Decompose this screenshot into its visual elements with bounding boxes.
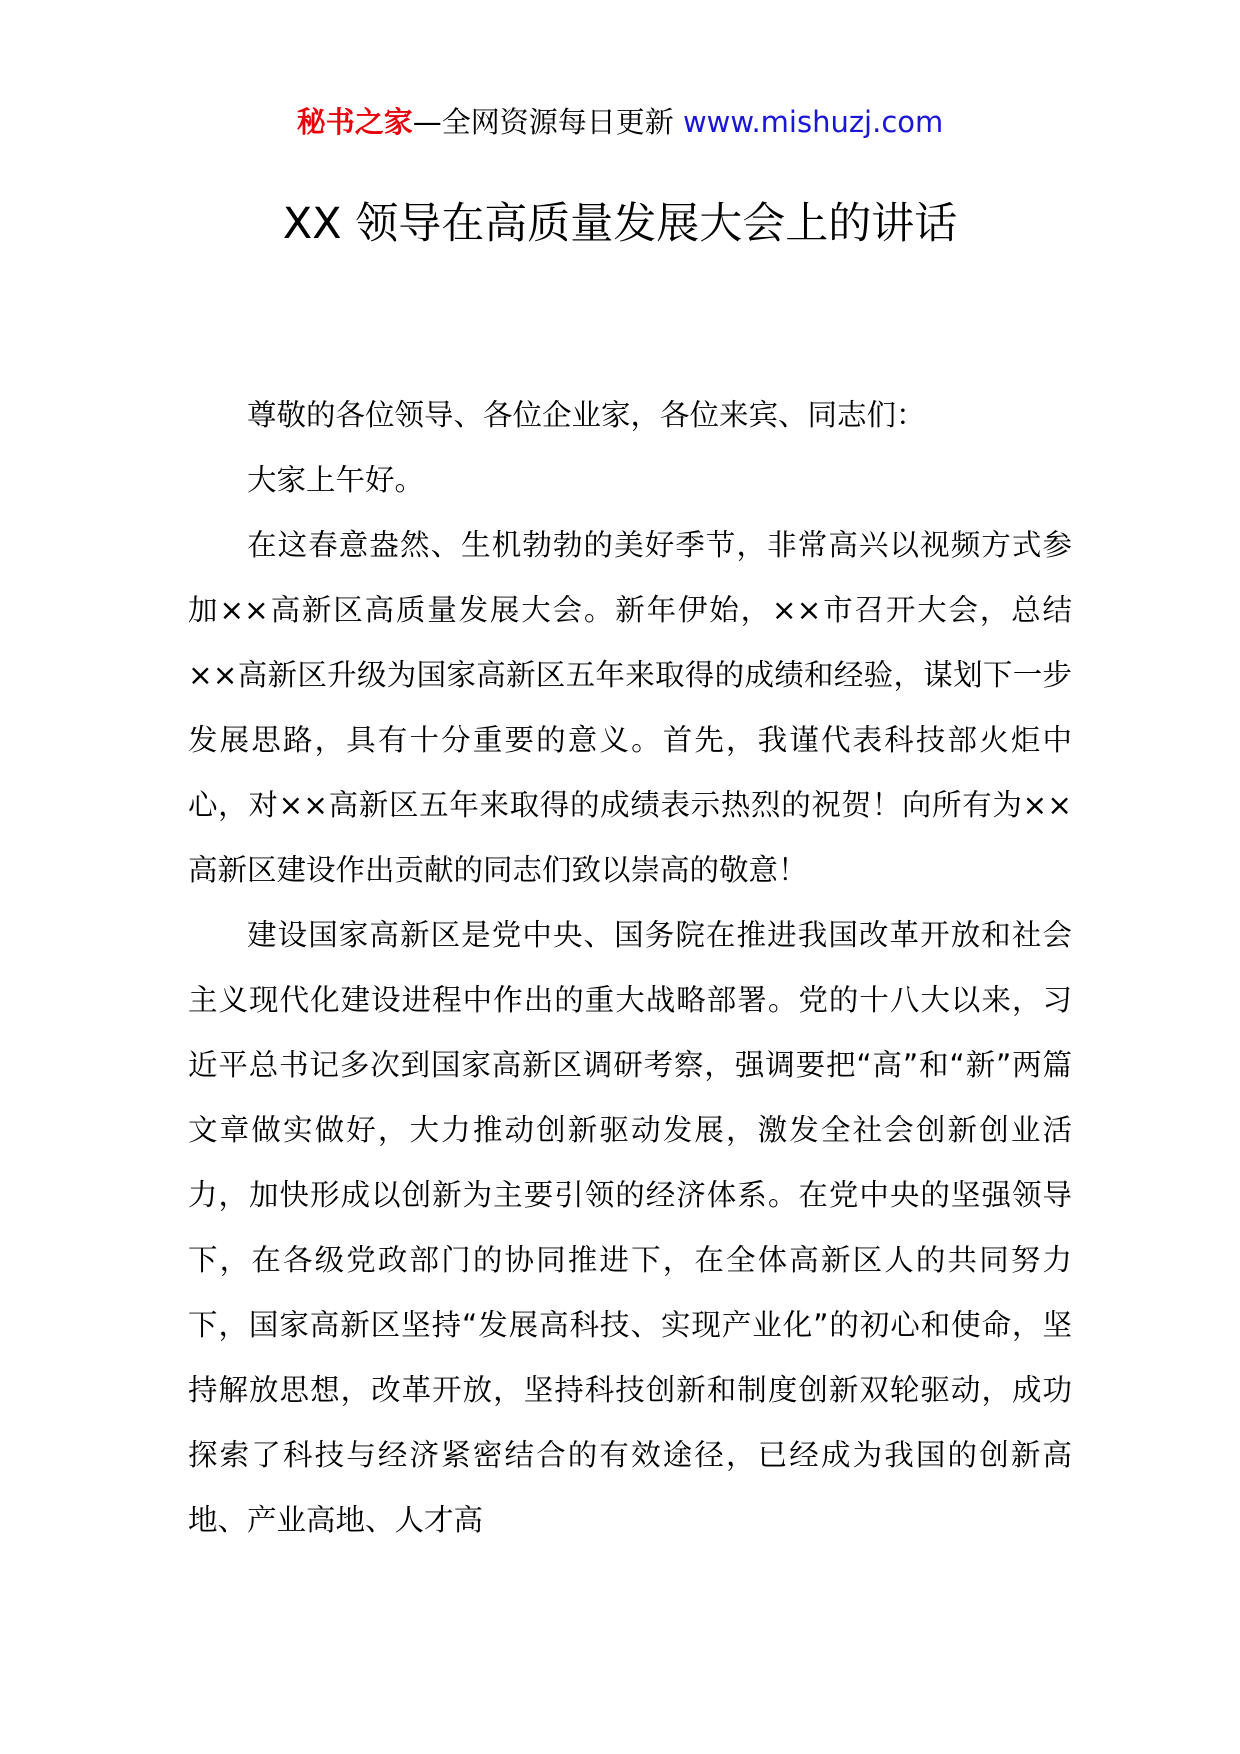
site-url-link[interactable]: www.mishuzj.com	[682, 105, 944, 139]
body-paragraph: 建设国家高新区是党中央、国务院在推进我国改革开放和社会主义现代化建设进程中作出的重大战略部署。党的十八大以来，习近平总书记多次到国家高新区调研考察，强调要把“高”和“新”两篇文章做实做好，大力推动创新驱动发展，激发全社会创新创业活力，加快形成以创新为主要引领的经济体系。在党中央的坚强领导下，在各级党政部门的协同推进下，在全体高新区人的共同努力下，国家高新区坚持“发展高科技、实现产业化”的初心和使命，坚持解放思想，改革开放，坚持科技创新和制度创新双轮驱动，成功探索了科技与经济紧密结合的有效途径，已经成为我国的创新高地、产业高地、人才高	[188, 918, 1072, 1537]
site-tagline: —全网资源每日更新	[412, 105, 683, 139]
site-name: 秘书之家	[296, 105, 413, 139]
greeting-paragraph: 大家上午好。	[247, 463, 425, 497]
document-body	[188, 383, 1072, 1553]
salutation-paragraph: 尊敬的各位领导、各位企业家，各位来宾、同志们：	[247, 398, 926, 432]
site-header	[0, 102, 1240, 142]
document-title: XX 领导在高质量发展大会上的讲话	[282, 199, 958, 249]
body-paragraph: 在这春意盎然、生机勃勃的美好季节，非常高兴以视频方式参加××高新区高质量发展大会。新年伊始，××市召开大会，总结××高新区升级为国家高新区五年来取得的成绩和经验，谋划下一步发展思路，具有十分重要的意义。首先，我谨代表科技部火炬中心，对××高新区五年来取得的成绩表示热烈的祝贺！向所有为××高新区建设作出贡献的同志们致以崇高的敬意！	[188, 528, 1072, 887]
